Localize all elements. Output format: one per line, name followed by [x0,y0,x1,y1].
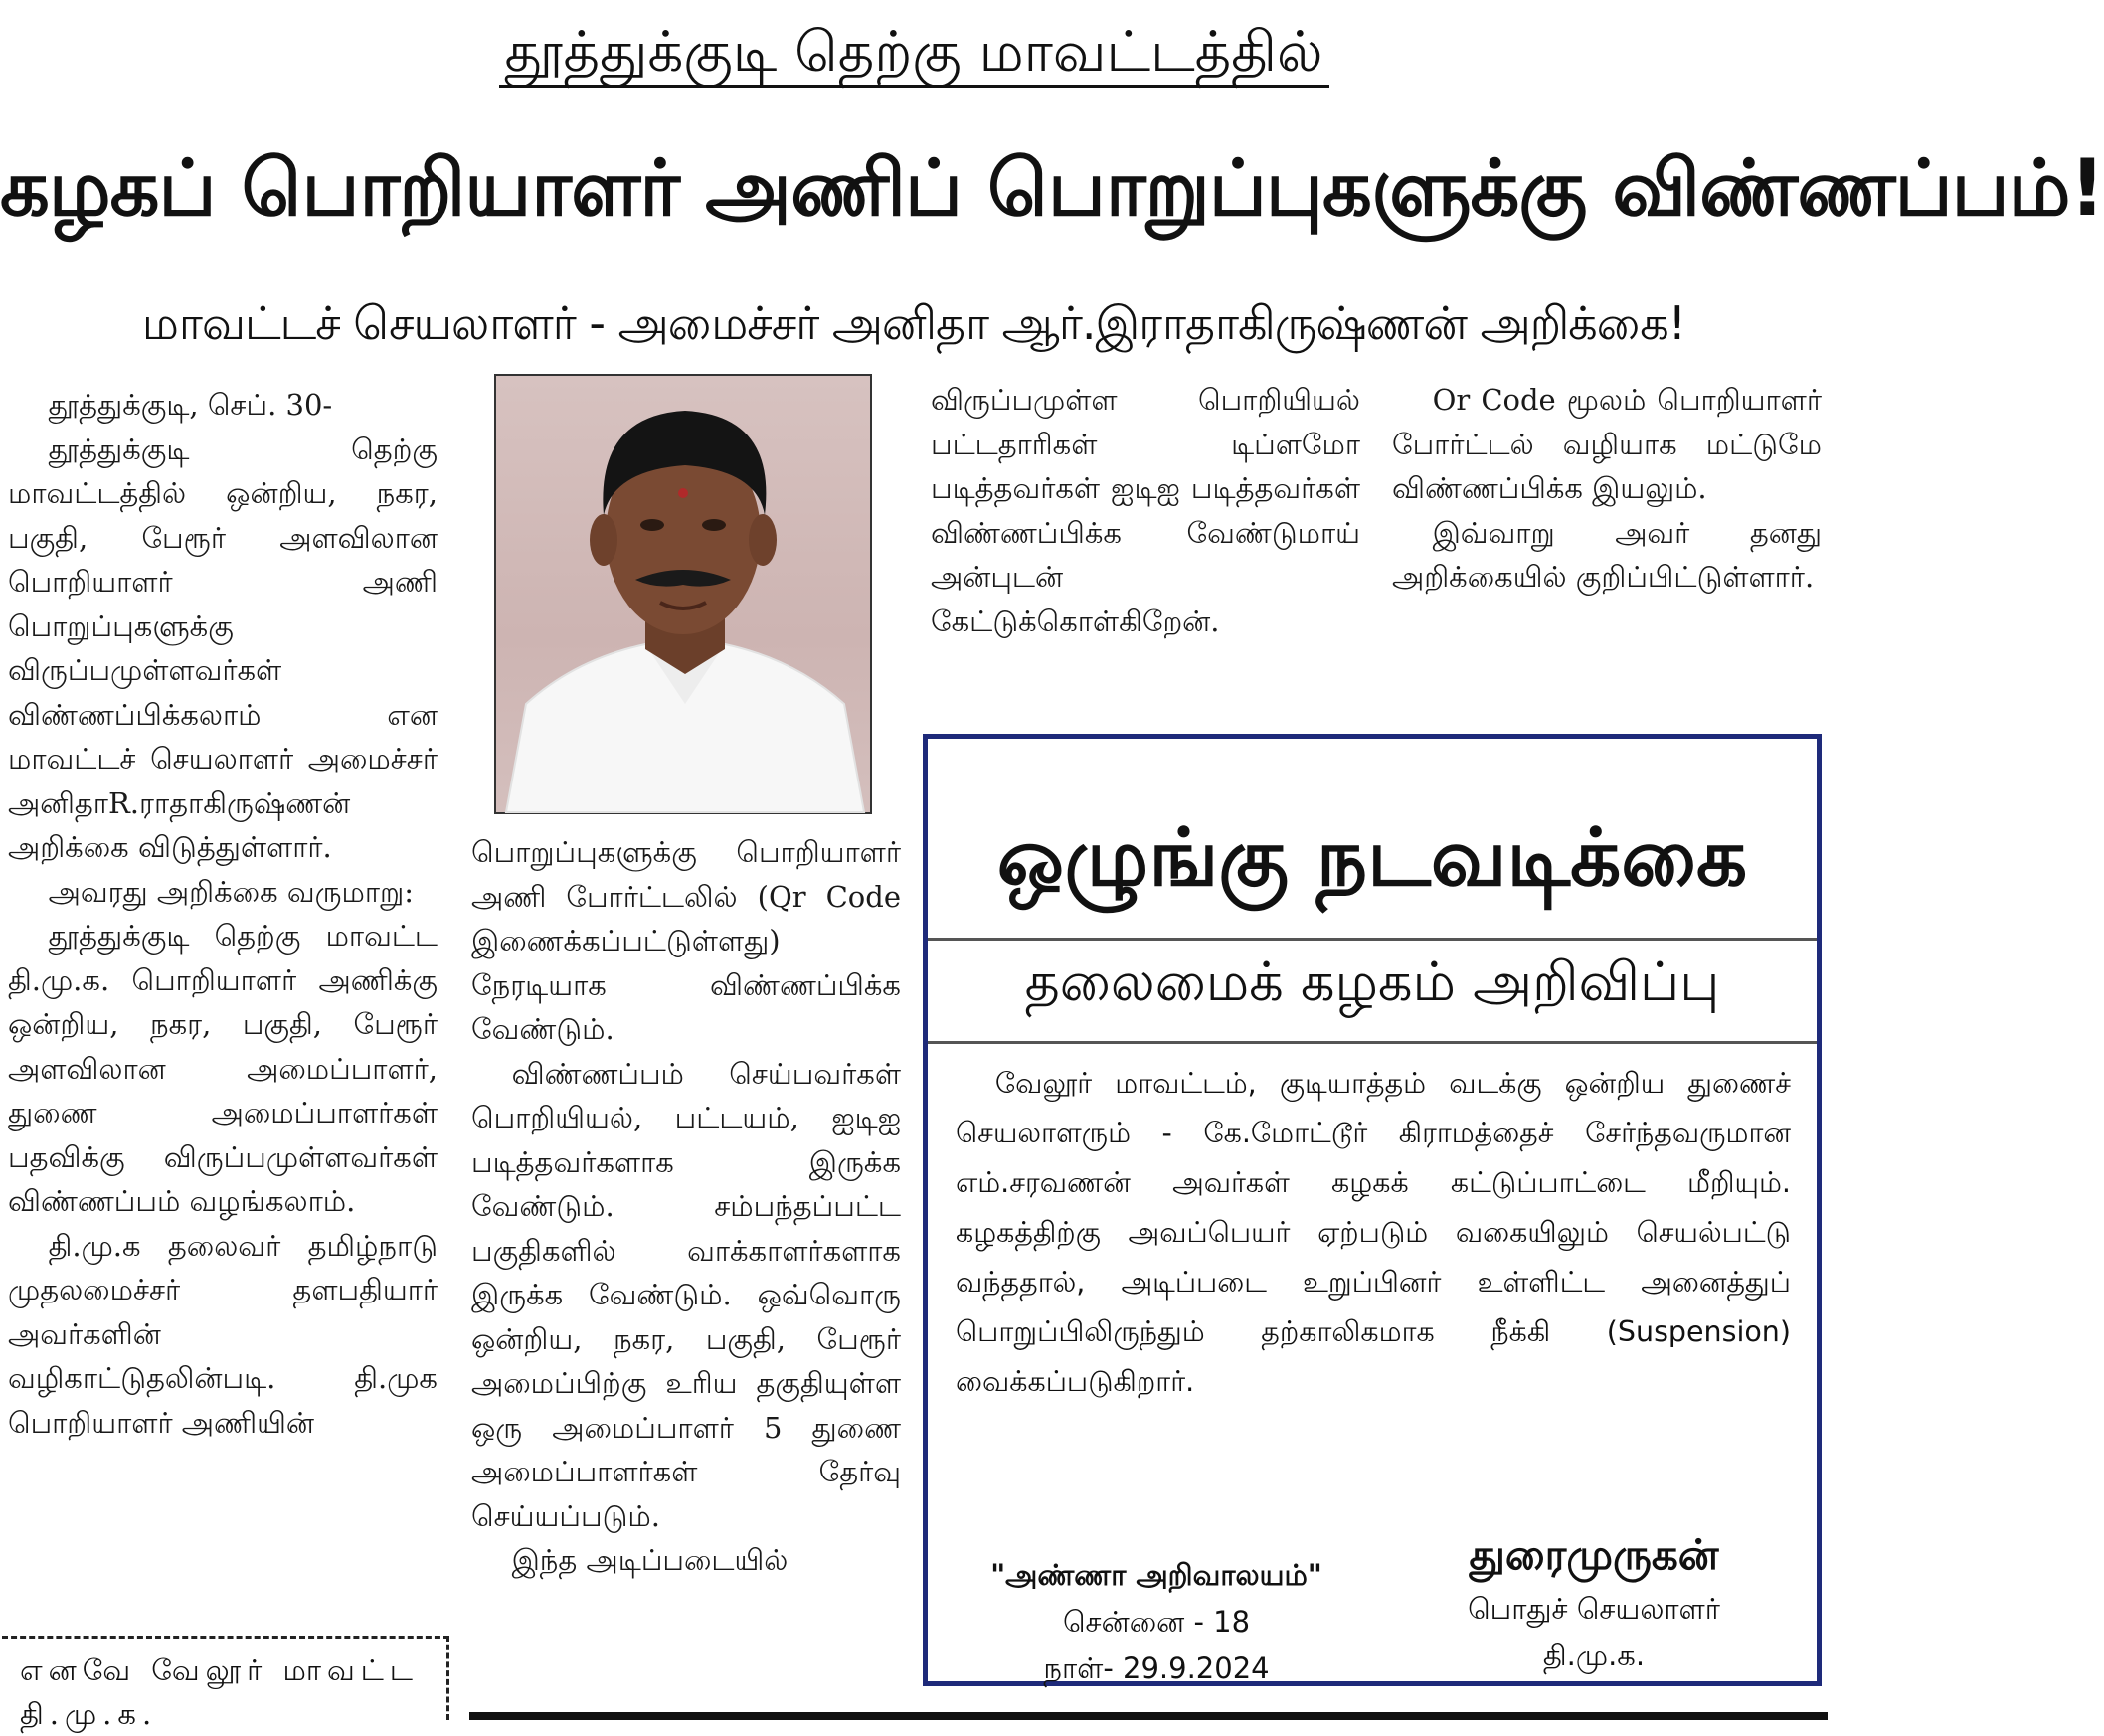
notice-place: "அண்ணா அறிவாலயம்" [990,1558,1322,1592]
notice-place-date [967,1552,1345,1692]
notice-city: சென்னை - 18 [1062,1605,1251,1639]
notice-body: வேலூர் மாவட்டம், குடியாத்தம் வடக்கு ஒன்றிய துணைச் செயலாளரும் - கே.மோட்டூர் கிராமத்தைச் சேர்ந்தவருமான எம்.சரவணன் அவர்கள் கழகக் கட்டுப்பாட்டை மீறியும். கழகத்திற்கு அவப்பெயர் ஏற்படும் வகையிலும் செயல்பட்டு வந்ததால், அடிப்படை உறுப்பினர் உள்ளிட்ட அனைத்துப் பொறுப்பிலிருந்தும் தற்காலிகமாக நீக்கி (Suspension) வைக்கப்படுகிறார். [956,1067,1791,1398]
article-column-1 [8,383,438,1445]
article-paragraph: தூத்துக்குடி தெற்கு மாவட்டத்தில் ஒன்றிய, நகர, பகுதி, பேரூர் அளவிலான பொறியாளர் அணி பொறுப்புகளுக்கு விருப்பமுள்ளவர்கள் விண்ணப்பிக்கலாம் என மாவட்டச் செயலாளர் அமைச்சர் அனிதாR.ராதாகிருஷ்ணன் அறிக்கை விடுத்துள்ளார். [8,432,438,864]
article-paragraph: தி.மு.க தலைவர் தமிழ்நாடு முதலமைச்சர் தளபதியார் அவர்களின் வழிகாட்டுதலின்படி. தி.முக பொறியாளர் அணியின் [8,1228,438,1440]
notice-signature [1385,1524,1803,1679]
notice-party: தி.மு.க. [1542,1639,1646,1672]
article-paragraph: விண்ணப்பம் செய்பவர்கள் பொறியியல், பட்டயம், ஐடிஐ படித்தவர்களாக இருக்க வேண்டும். சம்பந்தப்பட்ட பகுதிகளில் வாக்காளர்களாக இருக்க வேண்டும். ஒவ்வொரு ஒன்றிய, நகர, பகுதி, பேரூர் அமைப்பிற்கு உரிய தகுதியுள்ள ஒரு அமைப்பாளர் 5 துணை அமைப்பாளர்கள் தேர்வு செய்யப்படும். [471,1056,901,1533]
article-paragraph: Or Code மூலம் பொறியாளர் போர்ட்டல் வழியாக மட்டுமே விண்ணப்பிக்க இயலும். [1392,383,1822,505]
article-paragraph: அவரது அறிக்கை வருமாறு: [48,874,414,909]
article-paragraph: தூத்துக்குடி தெற்கு மாவட்ட தி.மு.க. பொறியாளர் அணிக்கு ஒன்றிய, நகர, பகுதி, பேரூர் அளவிலான அமைப்பாளர், துணை அமைப்பாளர்கள் பதவிக்கு விருப்பமுள்ளவர்கள் விண்ணப்பம் வழங்கலாம். [8,919,438,1218]
notice-signer-role: பொதுச் செயலாளர் [1468,1592,1720,1626]
notice-date: நாள்- 29.9.2024 [1043,1651,1270,1685]
notice-signer: துரைமுருகன் [1469,1530,1719,1579]
portrait-illustration [496,376,870,812]
article-paragraph: பொறுப்புகளுக்கு பொறியாளர் அணி போர்ட்டலில் (Qr Code இணைக்கப்பட்டுள்ளது) நேரடியாக விண்ணப்பிக்க வேண்டும். [471,835,901,1046]
portrait-photo [494,374,872,814]
next-article-text: எனவே வேலூர் மாவட்ட தி.மு.க. [20,1653,419,1731]
article-column-2 [471,830,901,1583]
article-paragraph: இவ்வாறு அவர் தனது அறிக்கையில் குறிப்பிட்டுள்ளார். [1392,515,1822,594]
headline: கழகப் பொறியாளர் அணிப் பொறுப்புகளுக்கு விண்ணப்பம்! [0,144,2104,234]
article-column-3 [931,378,1360,643]
kicker-heading [0,18,1828,87]
notice-subtitle: தலைமைக் கழகம் அறிவிப்பு [1024,951,1720,1013]
bottom-rule [469,1712,1828,1720]
article-paragraph: இந்த அடிப்படையில் [511,1543,789,1577]
notice-divider [928,938,1817,941]
kicker-text: தூத்துக்குடி தெற்கு மாவட்டத்தில் [499,20,1329,88]
disciplinary-notice [923,734,1822,1686]
subheadline: மாவட்டச் செயலாளர் - அமைச்சர் அனிதா ஆர்.இராதாகிருஷ்ணன் அறிக்கை! [141,296,1686,350]
notice-title: ஒழுங்கு நடவடிக்கை [996,811,1748,904]
article-paragraph: விருப்பமுள்ள பொறியியல் பட்டதாரிகள் டிப்ளமோ படித்தவர்கள் ஐடிஐ படித்தவர்கள் விண்ணப்பிக்க வேண்டுமாய் அன்புடன் கேட்டுக்கொள்கிறேன். [931,383,1360,638]
dateline: தூத்துக்குடி, செப். 30- [48,388,333,422]
article-column-4 [1392,378,1822,600]
notice-divider [928,1041,1817,1044]
